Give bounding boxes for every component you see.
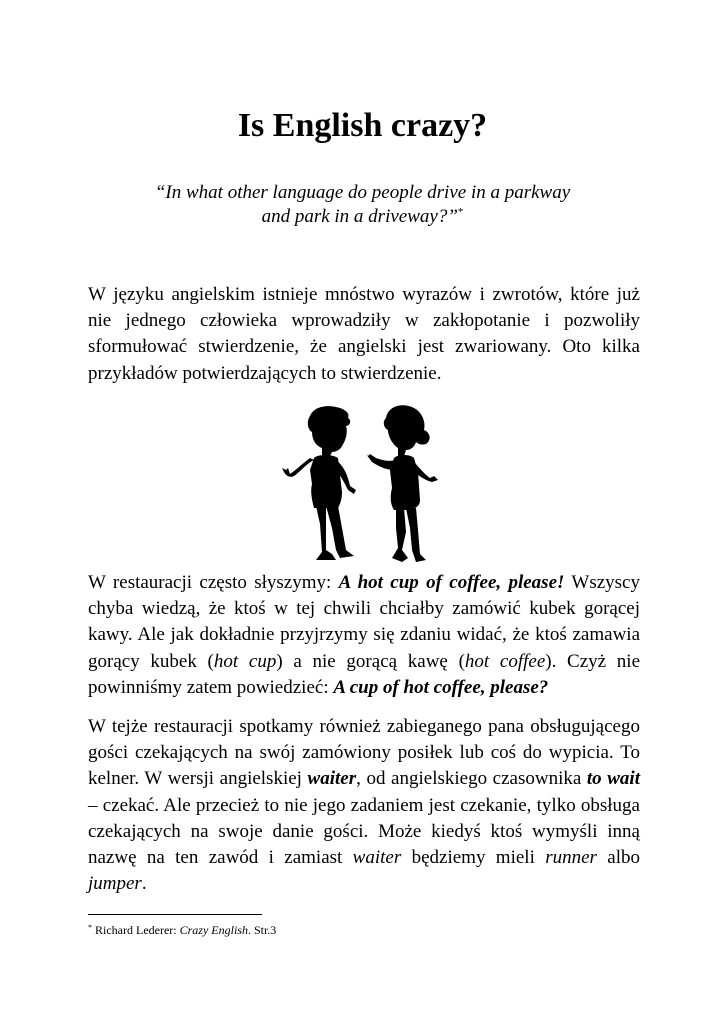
footnote-marker: * [88, 923, 92, 932]
emphasis-word: waiter [307, 768, 357, 790]
text-segment: . [141, 873, 147, 895]
text-segment: , od angielskiego czasownika [356, 768, 587, 790]
text-segment: będziemy mieli [401, 847, 546, 869]
text-segment: W restauracji często słyszymy: [88, 572, 339, 593]
italic-term: waiter [352, 847, 402, 869]
text-segment: W tejże restauracji spotkamy również zabieganego pana obsługującego gości czekających na swój zamówiony posiłek lub coś do wypicia. To kelner. W wersji angielskiej [88, 716, 640, 790]
quote-line-2: and park in a driveway?” [261, 206, 458, 227]
page-title: Is English crazy? [237, 107, 488, 144]
italic-term: hot coffee [464, 650, 546, 672]
text-segment: albo [596, 847, 641, 869]
text-segment: ) a nie gorącą kawę ( [276, 650, 465, 672]
emphasis-phrase: A cup of hot coffee, please? [333, 676, 549, 698]
footnote-book-title: Crazy English [179, 923, 248, 937]
quote-line-1: “In what other language do people drive in a parkway [154, 182, 571, 203]
emphasis-word: to wait [586, 768, 640, 790]
intro-paragraph: W języku angielskim istnieje mnóstwo wyrazów i zwrotów, które już nie jednego człowieka wprowadziły w zakłopotanie i pozwoliły sformułować stwierdzenie, że angielski jest zwariowany. Oto kilka przykładów potwierdzających to stwierdzenie. [88, 284, 640, 384]
dancing-couple-silhouette-icon [270, 400, 450, 570]
italic-term: jumper [88, 873, 142, 895]
footnote-author: Richard Lederer: [92, 923, 180, 937]
waiter-paragraph [88, 714, 640, 897]
italic-term: hot cup [213, 650, 277, 672]
restaurant-coffee-paragraph [88, 570, 640, 701]
text-segment: Wszyscy chyba wiedzą, że ktoś w tej chwili chciałby zamówić kubek gorącej kawy. Ale jak dokładnie przyjrzymy się zdaniu widać, że ktoś zamawia gorący kubek ( [88, 572, 640, 672]
italic-term: runner [545, 847, 597, 869]
epigraph-quote [0, 181, 725, 229]
text-segment: ). Czyż nie powinniśmy zatem powiedzieć: [88, 650, 641, 698]
footnote-page: . Str.3 [247, 923, 277, 937]
footnote [88, 922, 276, 938]
emphasis-phrase: A hot cup of coffee, please! [338, 572, 565, 593]
footnote-marker: * [457, 206, 464, 218]
text-segment: – czekać. Ale przecież to nie jego zadaniem jest czekanie, tylko obsługa czekających na swoje danie gości. Może kiedyś ktoś wymyśli inną nazwę na ten zawód i zamiast [88, 794, 640, 869]
footnote-divider [88, 914, 262, 915]
